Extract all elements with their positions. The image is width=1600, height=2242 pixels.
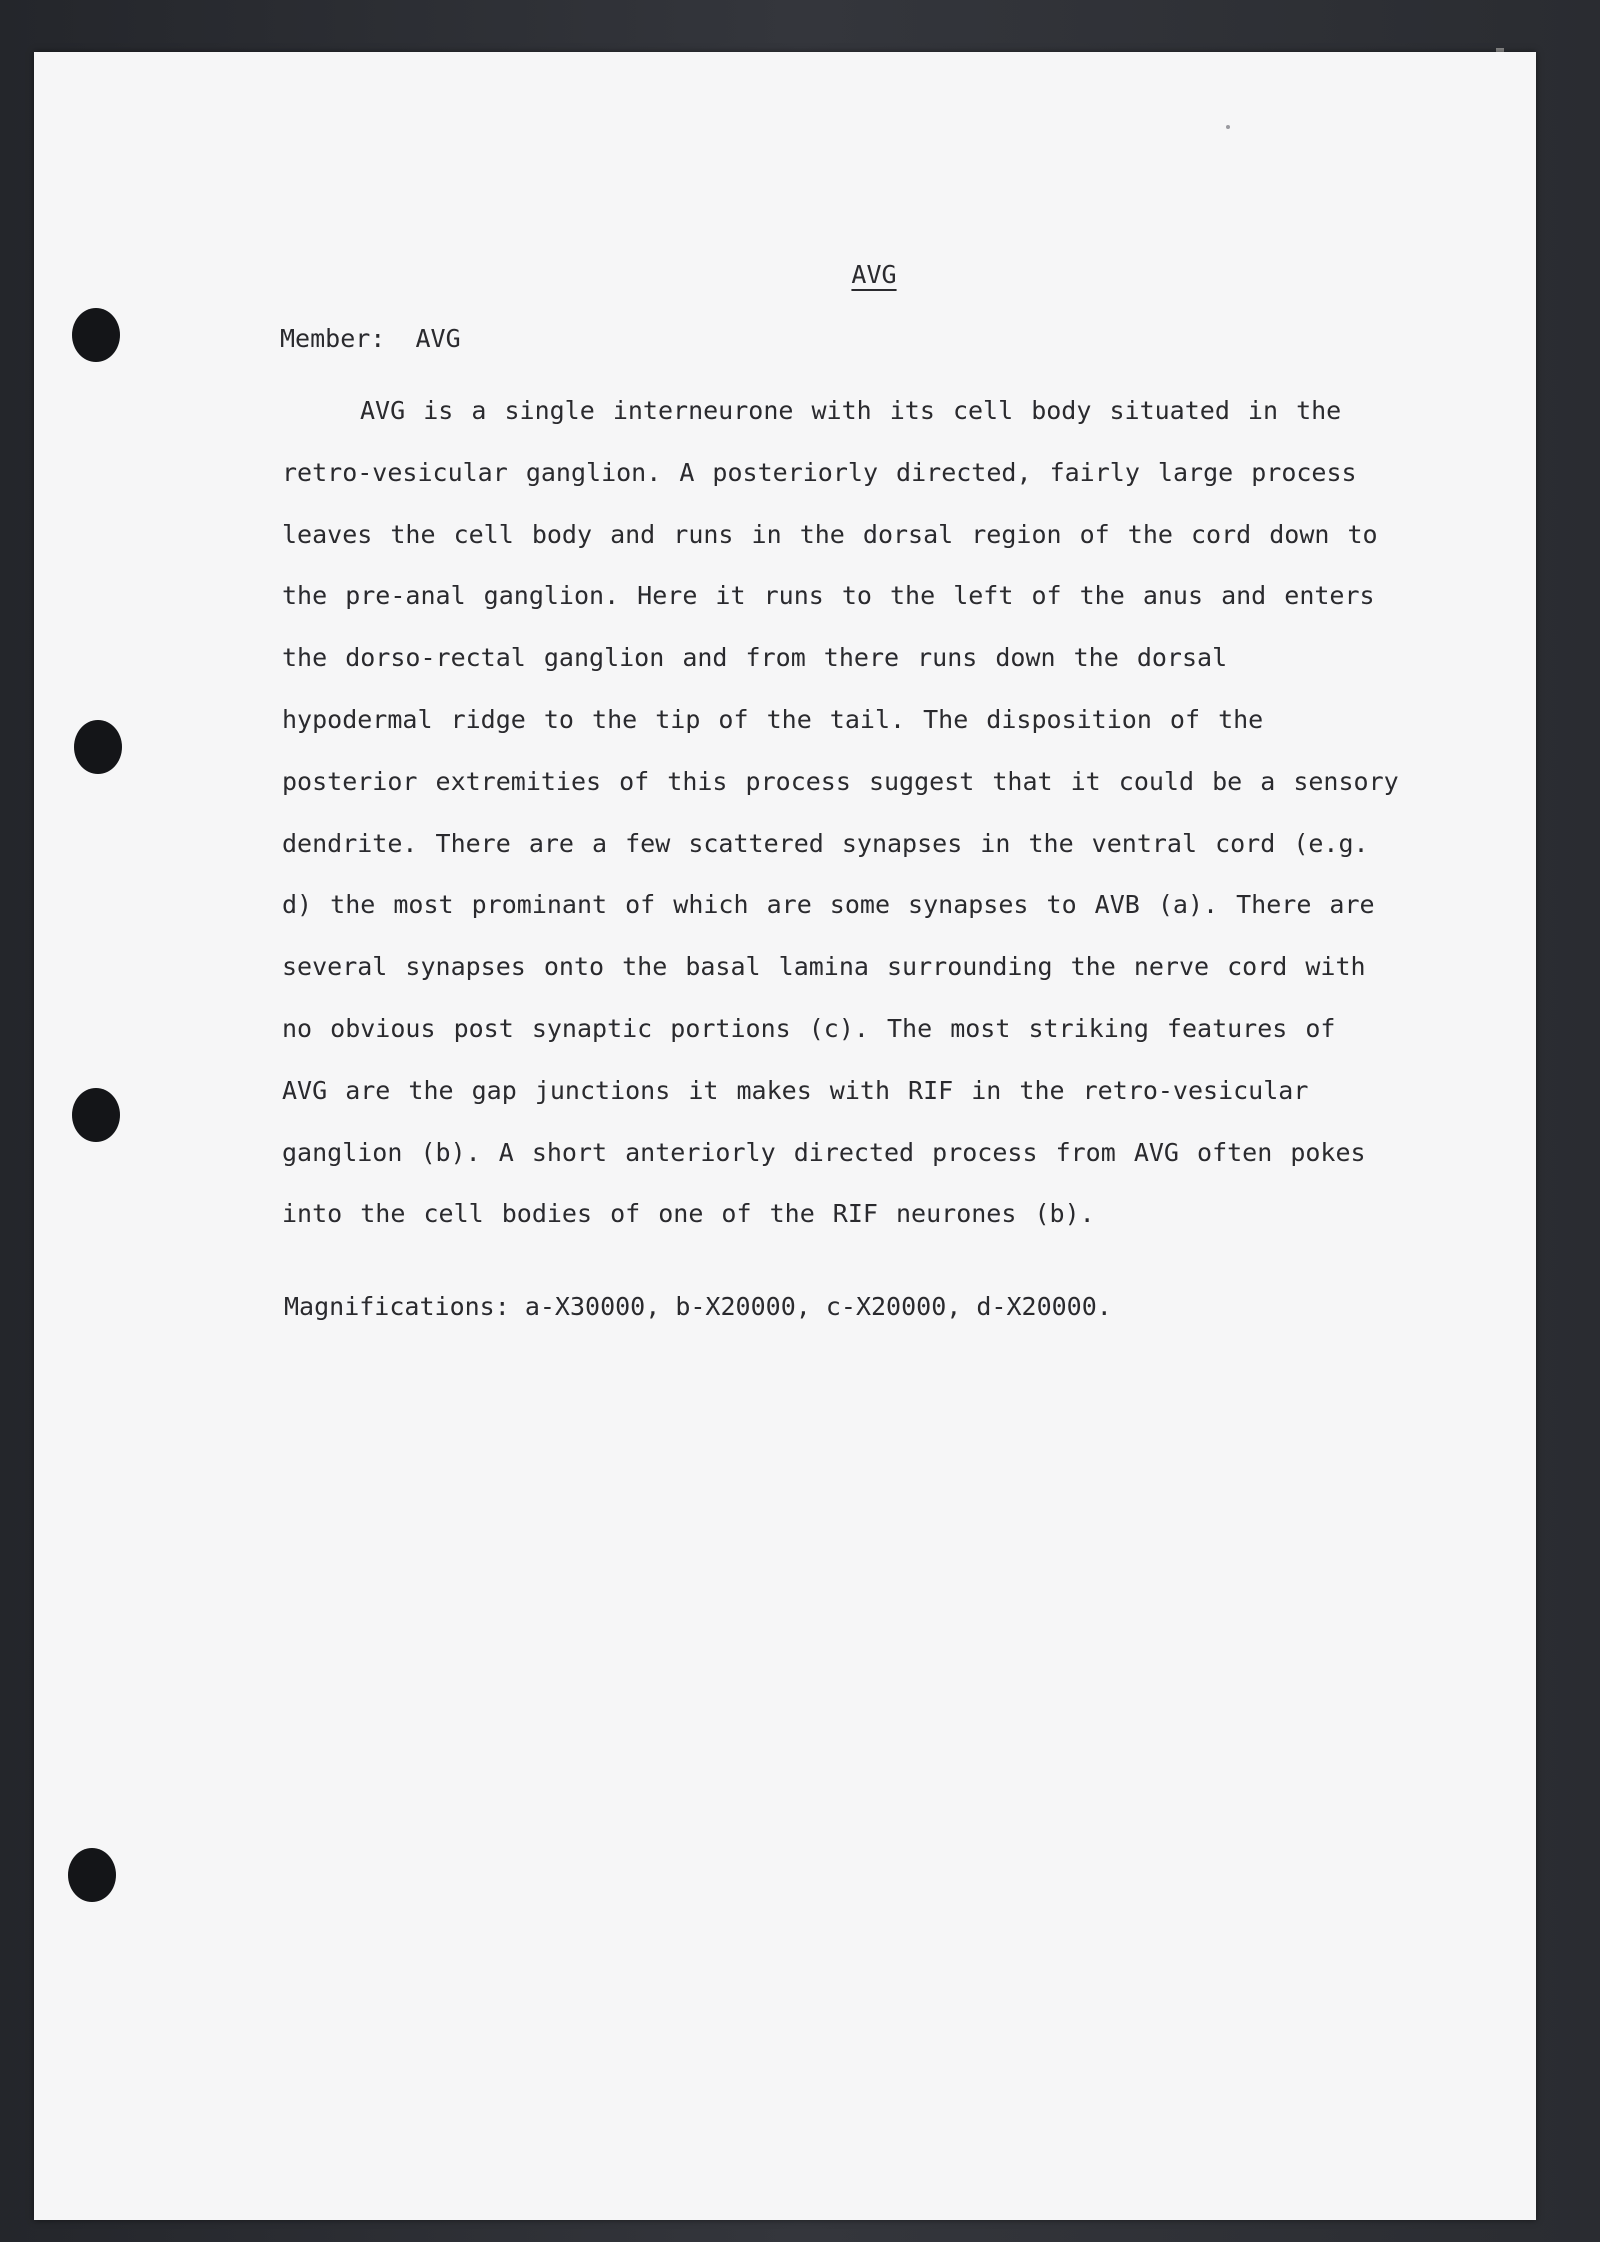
body-line: d) the most prominant of which are some synapses to AVB (a). There are	[282, 890, 1375, 920]
paper-speck	[1226, 125, 1230, 129]
punch-hole	[72, 1088, 120, 1142]
body-line: leaves the cell body and runs in the dorsal region of the cord down to	[282, 519, 1378, 549]
body-line: no obvious post synaptic portions (c). The most striking features of	[282, 1013, 1336, 1043]
description-body	[282, 380, 1452, 1245]
body-line: into the cell bodies of one of the RIF neurones (b).	[282, 1199, 1095, 1229]
magnifications-line: Magnifications: a-X30000, b-X20000, c-X20000, d-X20000.	[284, 1292, 1112, 1321]
body-line: hypodermal ridge to the tip of the tail. The disposition of the	[282, 704, 1264, 734]
punch-hole	[68, 1848, 116, 1902]
punch-hole	[72, 308, 120, 362]
body-line: several synapses onto the basal lamina surrounding the nerve cord with	[282, 952, 1366, 982]
punch-hole	[74, 720, 122, 774]
body-line: dendrite. There are a few scattered synapses in the ventral cord (e.g.	[282, 828, 1369, 858]
member-label: Member:	[280, 324, 386, 353]
body-line: the pre-anal ganglion. Here it runs to the left of the anus and enters	[282, 581, 1375, 611]
member-value: AVG	[415, 324, 461, 353]
body-line: ganglion (b). A short anteriorly directed process from AVG often pokes	[282, 1137, 1366, 1167]
body-line: posterior extremities of this process suggest that it could be a sensory	[282, 766, 1399, 796]
body-line: the dorso-rectal ganglion and from there runs down the dorsal	[282, 643, 1228, 673]
page-title: AVG	[851, 260, 897, 289]
body-line: AVG are the gap junctions it makes with RIF in the retro-vesicular	[282, 1075, 1309, 1105]
paper-sheet	[34, 52, 1536, 2220]
body-line: AVG is a single interneurone with its cell body situated in the	[360, 396, 1342, 425]
member-line	[280, 324, 461, 353]
body-line: retro-vesicular ganglion. A posteriorly directed, fairly large process	[282, 457, 1357, 487]
